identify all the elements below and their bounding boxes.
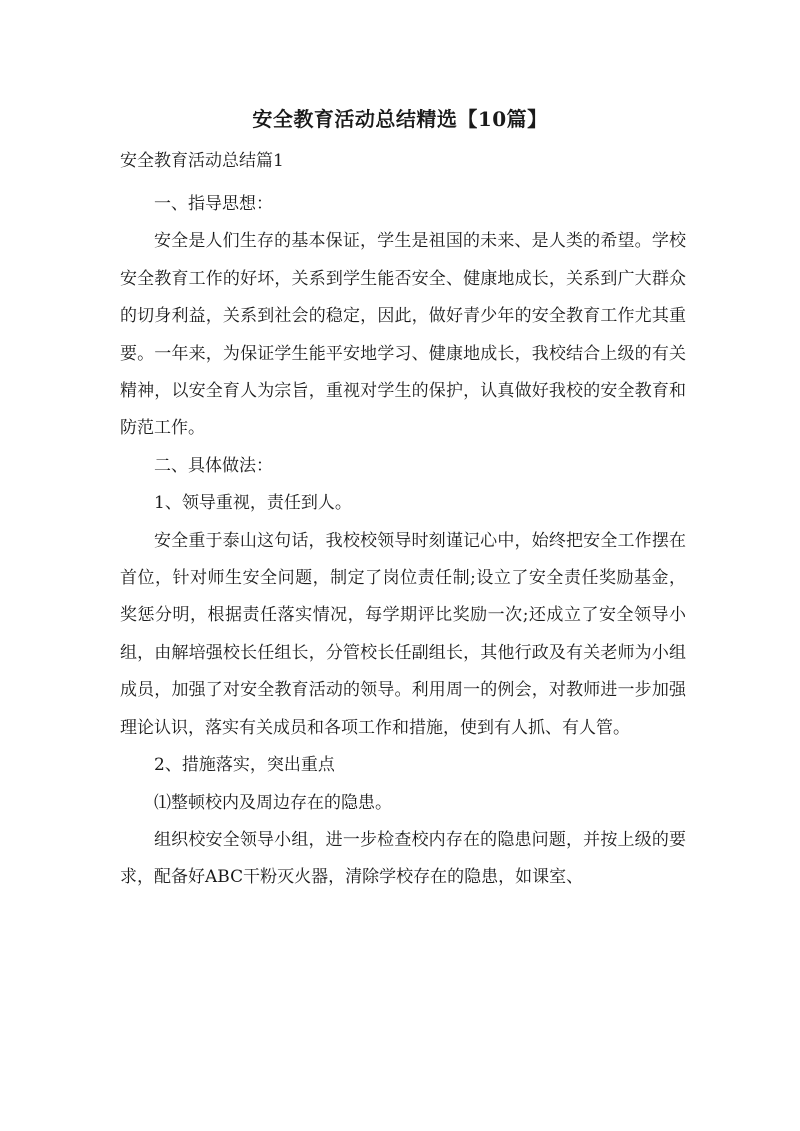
subheading-rectify-hazards: ⑴整顿校内及周边存在的隐患。 xyxy=(154,792,392,813)
document-subtitle: 安全教育活动总结篇1 xyxy=(120,151,284,171)
paragraph-introduction: 安全是人们生存的基本保证，学生是祖国的未来、是人类的希望。学校安全教育工作的好坏，关系到学生能否安全、健康地成长，关系到广大群众的切身利益，关系到社会的稳定，因此，做好青少年的安全教育工作尤其重要。一年来，为保证学生能平安地学习、健康地成长，我校结合上级的有关精神，以安全育人为宗旨，重视对学生的保护，认真做好我校的安全教育和防范工作。 xyxy=(120,231,686,439)
document-body xyxy=(120,186,686,897)
subheading-leadership: 1、领导重视，责任到人。 xyxy=(154,493,352,514)
subheading-measures: 2、措施落实，突出重点 xyxy=(154,755,335,776)
paragraph-leadership: 安全重于泰山这句话，我校校领导时刻谨记心中，始终把安全工作摆在首位，针对师生安全问题，制定了岗位责任制;设立了安全责任奖励基金，奖惩分明，根据责任落实情况，每学期评比奖励一次;还成立了安全领导小组，由解培强校长任组长，分管校长任副组长，其他行政及有关老师为小组成员，加强了对安全教育活动的领导。利用周一的例会，对教师进一步加强理论认识，落实有关成员和各项工作和措施，使到有人抓、有人管。 xyxy=(120,530,686,738)
document-title: 安全教育活动总结精选【10篇】 xyxy=(252,107,548,131)
section-heading-guiding-ideology: 一、指导思想： xyxy=(154,194,273,214)
paragraph-hazard-inspection: 组织校安全领导小组，进一步检查校内存在的隐患问题，并按上级的要求，配备好ABC干粉灭火器，清除学校存在的隐患，如课室、 xyxy=(120,829,686,888)
section-heading-specific-methods: 二、具体做法： xyxy=(154,455,273,476)
